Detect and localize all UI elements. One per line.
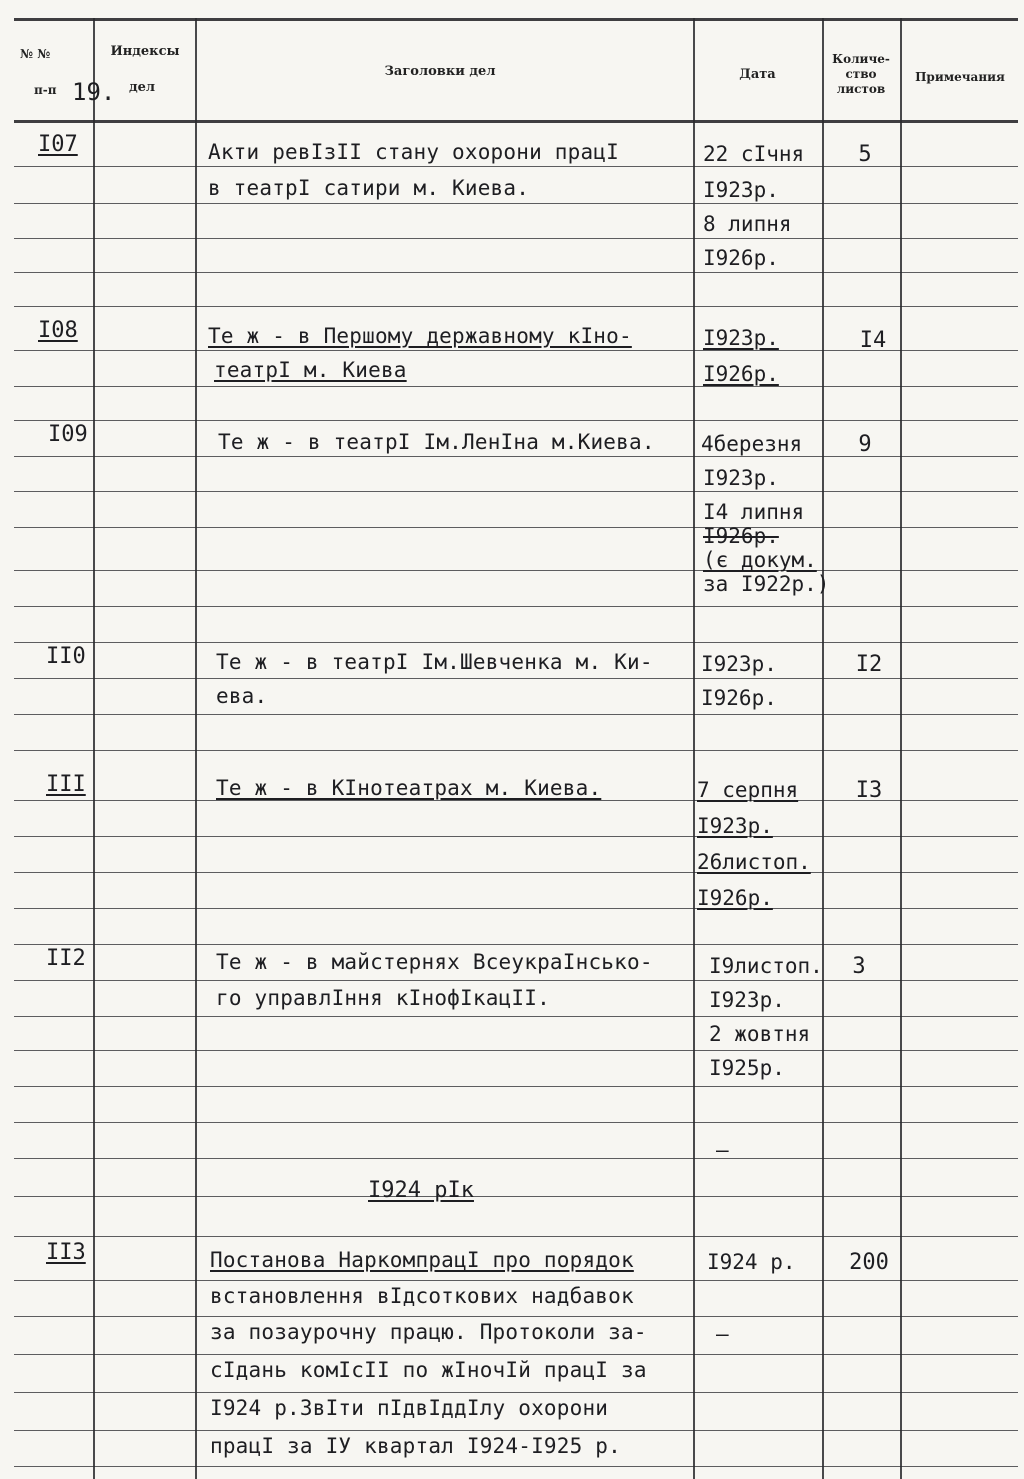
row-rule: [14, 1236, 1018, 1237]
record-date: 8 липня: [703, 212, 792, 236]
record-date: 7 серпня: [697, 778, 799, 802]
row-rule: [14, 980, 1018, 981]
record-date: (є докум.: [703, 548, 817, 572]
row-rule: [14, 306, 1018, 307]
row-rule: [14, 606, 1018, 607]
row-rule: [14, 1354, 1018, 1355]
record-count: I2: [855, 652, 883, 677]
header-date: Дата: [739, 67, 776, 82]
header-count-line1: Количе-: [832, 52, 890, 66]
date-column-dash: –: [716, 1322, 729, 1346]
row-rule: [14, 1466, 1018, 1467]
row-rule: [14, 272, 1018, 273]
row-rule: [14, 570, 1018, 571]
row-rule: [14, 420, 1018, 421]
record-count: I4: [859, 328, 887, 353]
row-rule: [14, 238, 1018, 239]
record-title-line: го управлIння кIнофIкацII.: [216, 986, 550, 1010]
header-bottom-rule: [14, 120, 1018, 123]
record-count: I3: [855, 778, 883, 803]
header-index-label: Индексы: [110, 44, 180, 59]
row-rule: [14, 527, 1018, 528]
row-rule: [14, 1158, 1018, 1159]
record-title-line: театрI м. Киева: [214, 358, 407, 382]
record-title-line: ева.: [216, 684, 268, 708]
record-date: I926р.: [703, 246, 779, 270]
row-rule: [14, 1086, 1018, 1087]
header-handwritten-19: 19.: [72, 78, 116, 106]
row-rule: [14, 1430, 1018, 1431]
record-date: I4 липня: [703, 500, 805, 524]
row-rule: [14, 203, 1018, 204]
record-number: I08: [38, 318, 78, 343]
header-num-line2: п-п: [34, 83, 57, 97]
record-number: II3: [46, 1240, 86, 1265]
row-rule: [14, 1122, 1018, 1123]
top-rule: [14, 18, 1018, 21]
header-index-label-bottom: дел: [128, 80, 156, 95]
record-title-line: Те ж - в театрI Iм.Шевченка м. Ки-: [216, 650, 653, 674]
row-rule: [14, 642, 1018, 643]
record-number: II2: [46, 946, 86, 971]
record-date: 22 сIчня: [703, 142, 805, 166]
row-rule: [14, 944, 1018, 945]
record-count: 9: [858, 432, 872, 457]
row-rule: [14, 908, 1018, 909]
record-date: 4березня: [701, 432, 803, 456]
row-rule: [14, 1016, 1018, 1017]
record-date: I926р.: [703, 524, 779, 548]
header-count-line2: ство: [845, 67, 877, 81]
row-rule: [14, 1392, 1018, 1393]
record-date: I923р.: [697, 814, 773, 838]
record-title-line: за позаурочну працю. Протоколи за-: [210, 1320, 647, 1344]
row-rule: [14, 1050, 1018, 1051]
record-date: I923р.: [701, 652, 777, 676]
row-rule: [14, 386, 1018, 387]
record-date: I924 р.: [707, 1250, 796, 1274]
date-column-dash: –: [716, 1138, 729, 1162]
header-num-line1: № №: [20, 47, 51, 61]
header-count: [824, 52, 898, 97]
row-rule: [14, 678, 1018, 679]
record-date: за I922р.): [703, 572, 830, 596]
row-rule: [14, 1316, 1018, 1317]
header-count-line3: листов: [836, 82, 886, 96]
record-title-line: Те ж - в майстернях ВсеукраIнсько-: [216, 950, 653, 974]
header-titles: Заголовки дел: [384, 64, 496, 79]
row-rule: [14, 1196, 1018, 1197]
record-title-line: Те ж - в КIнотеатрах м. Киева.: [216, 776, 602, 800]
record-number: III: [46, 772, 86, 797]
record-date: I923р.: [703, 178, 779, 202]
record-count: 200: [849, 1250, 889, 1275]
row-rule: [14, 491, 1018, 492]
record-date: 26листоп.: [697, 850, 811, 874]
record-title-line: Те ж - в театрI Iм.ЛенIна м.Киева.: [218, 430, 655, 454]
section-year-heading: I924 рIк: [368, 1178, 474, 1203]
record-count: 5: [858, 142, 872, 167]
record-date: I926р.: [701, 686, 777, 710]
header-num-label: [20, 46, 90, 62]
record-date: I923р.: [709, 988, 785, 1012]
record-date: I923р.: [703, 326, 779, 350]
row-rule: [14, 872, 1018, 873]
record-title-line: Акти ревIзII стану охорони працI: [208, 140, 619, 164]
record-title-line: в театрI сатири м. Киева.: [208, 176, 530, 200]
record-date: I925р.: [709, 1056, 785, 1080]
record-date: I926р.: [703, 362, 779, 386]
record-number: II0: [46, 644, 86, 669]
row-rule: [14, 750, 1018, 751]
record-title-line: сIдань комIсII по жIночIй працI за: [210, 1358, 647, 1382]
record-date: I923р.: [703, 466, 779, 490]
header-notes: Примечания: [915, 70, 1005, 84]
record-date: I9листоп.: [709, 954, 823, 978]
record-date: I926р.: [697, 886, 773, 910]
record-title-line: працI за IУ квартал I924-I925 р.: [210, 1434, 621, 1458]
record-count: 3: [852, 954, 866, 979]
row-rule: [14, 836, 1018, 837]
record-number: I07: [38, 132, 78, 157]
record-title-line: Постанова НаркомпрацI про порядок: [210, 1248, 634, 1272]
record-date: 2 жовтня: [709, 1022, 811, 1046]
row-rule: [14, 714, 1018, 715]
record-title-line: встановлення вIдсоткових надбавок: [210, 1284, 634, 1308]
row-rule: [14, 1280, 1018, 1281]
record-number: I09: [48, 422, 88, 447]
record-title-line: Те ж - в Першому державному кIно-: [208, 324, 632, 348]
record-title-line: I924 р.ЗвIти пIдвIддIлу охорони: [210, 1396, 609, 1420]
